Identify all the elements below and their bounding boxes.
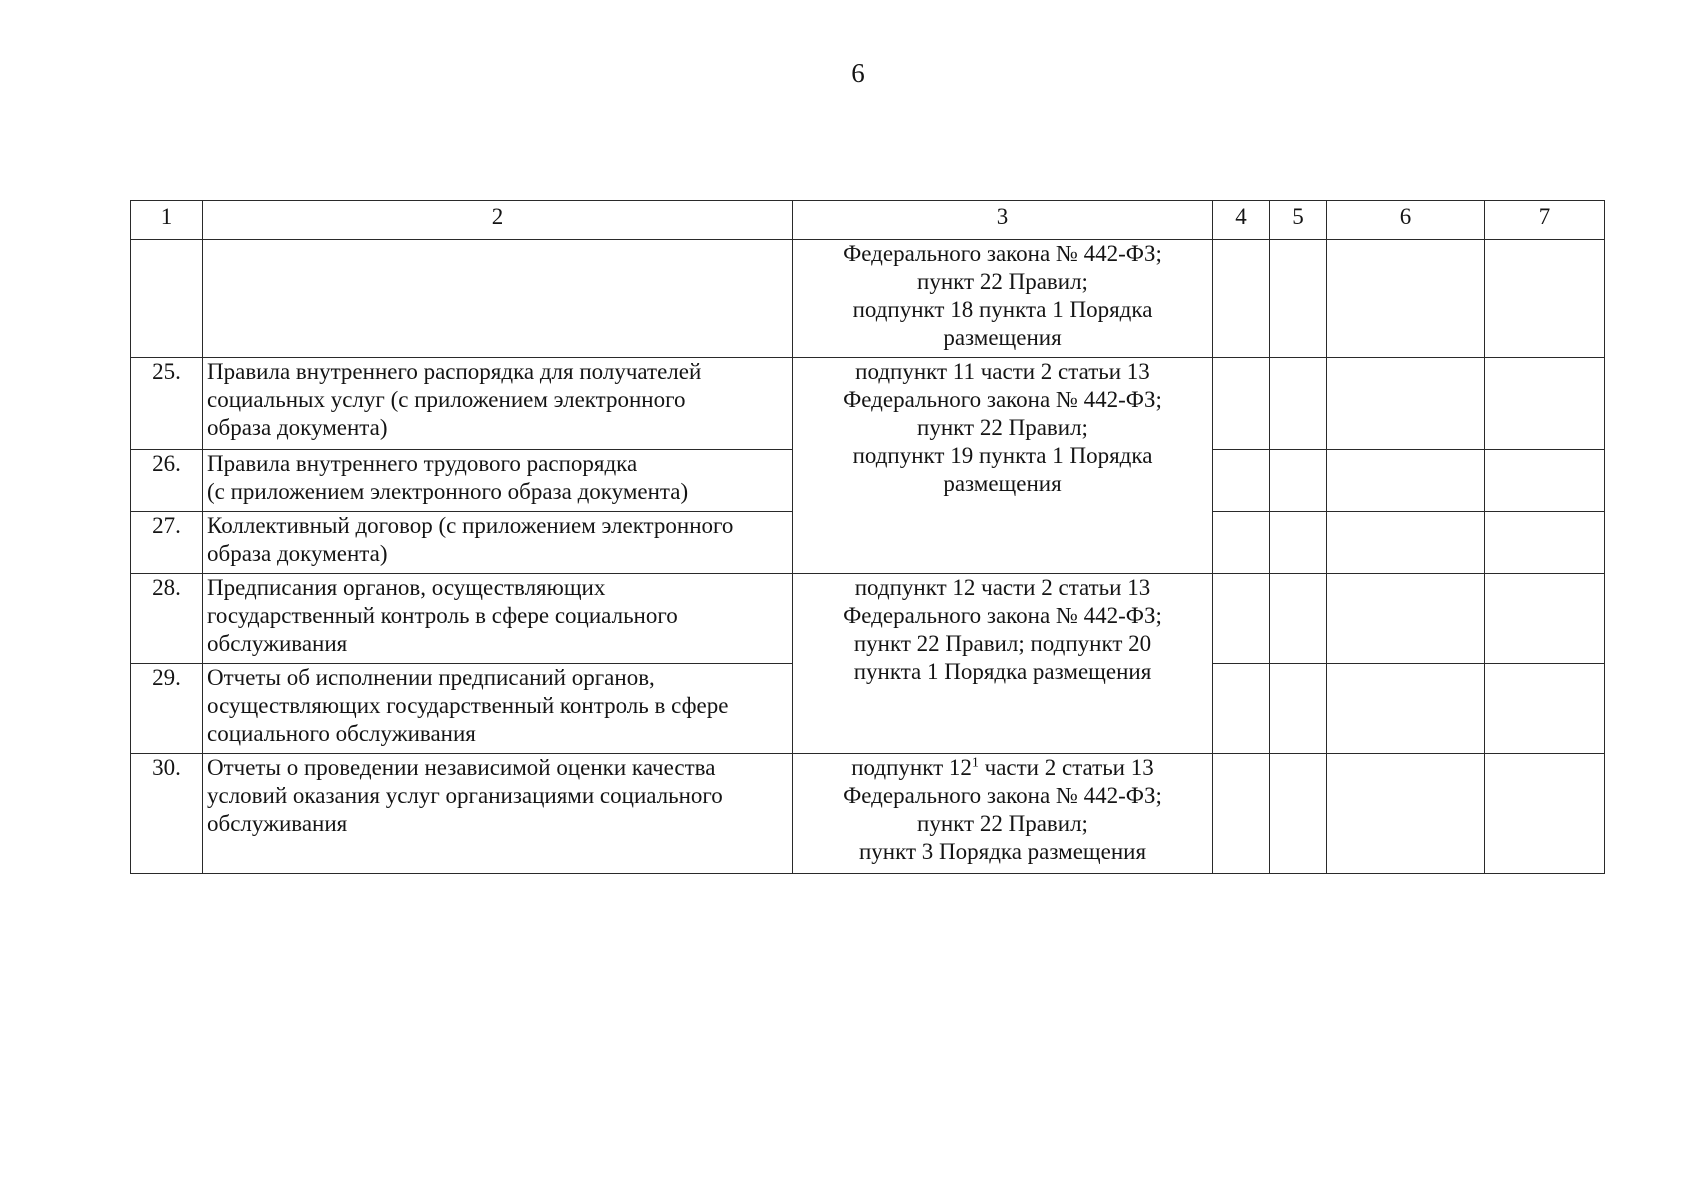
- basis-line: Федерального закона № 442-ФЗ;: [843, 603, 1162, 628]
- row-number-cell: 25.: [131, 358, 203, 450]
- basis-line: пункт 3 Порядка размещения: [858, 839, 1147, 864]
- name-line: образа документа): [207, 541, 388, 566]
- row-number-cell: [131, 240, 203, 358]
- empty-cell: [1270, 450, 1327, 512]
- header-cell-5: 5: [1270, 201, 1327, 240]
- name-line: образа документа): [207, 415, 388, 440]
- empty-cell: [1213, 450, 1270, 512]
- basis-line: пункт 22 Правил; подпункт 20: [853, 631, 1152, 656]
- name-line: социального обслуживания: [207, 721, 476, 746]
- table-row-30: [131, 754, 1605, 874]
- basis-line: подпункт 19 пункта 1 Порядка: [852, 443, 1153, 468]
- row-number-cell: 26.: [131, 450, 203, 512]
- name-line: Предписания органов, осуществляющих: [207, 575, 606, 600]
- basis-line: размещения: [943, 471, 1062, 496]
- empty-cell: [1327, 240, 1485, 358]
- header-row: [131, 201, 1605, 240]
- name-line: осуществляющих государственный контроль в сфере: [207, 693, 729, 718]
- empty-cell: [1485, 754, 1605, 874]
- empty-cell: [1270, 358, 1327, 450]
- basis-line: размещения: [943, 325, 1062, 350]
- table-row-continuation: [131, 240, 1605, 358]
- row-name-cell: [203, 754, 793, 874]
- empty-cell: [1213, 574, 1270, 664]
- basis-line: подпункт 18 пункта 1 Порядка: [852, 297, 1153, 322]
- empty-cell: [1213, 358, 1270, 450]
- name-line: Коллективный договор (с приложением электронного: [207, 513, 734, 538]
- empty-cell: [1485, 574, 1605, 664]
- row-name-cell: [203, 358, 793, 450]
- basis-line: пункт 22 Правил;: [917, 269, 1088, 294]
- basis-line: Федерального закона № 442-ФЗ;: [843, 241, 1162, 266]
- empty-cell: [1270, 754, 1327, 874]
- name-line: Отчеты о проведении независимой оценки качества: [207, 755, 716, 780]
- document-table: [130, 200, 1605, 874]
- empty-cell: [1485, 450, 1605, 512]
- empty-cell: [1485, 240, 1605, 358]
- basis-line: Федерального закона № 442-ФЗ;: [843, 387, 1162, 412]
- header-cell-2: 2: [203, 201, 793, 240]
- basis-cell-row-30: [793, 754, 1213, 874]
- header-cell-4: 4: [1213, 201, 1270, 240]
- empty-cell: [1270, 664, 1327, 754]
- name-line: Правила внутреннего распорядка для получателей: [207, 359, 702, 384]
- basis-line: пункт 22 Правил;: [917, 811, 1088, 836]
- empty-cell: [1327, 664, 1485, 754]
- basis-line: пункта 1 Порядка размещения: [853, 659, 1152, 684]
- name-line: Правила внутреннего трудового распорядка: [207, 451, 638, 476]
- empty-cell: [1327, 574, 1485, 664]
- empty-cell: [1270, 512, 1327, 574]
- empty-cell: [1327, 512, 1485, 574]
- header-cell-3: 3: [793, 201, 1213, 240]
- row-number-cell: 30.: [131, 754, 203, 874]
- basis-line-suffix: части 2 статьи 13: [978, 755, 1154, 780]
- name-line: (с приложением электронного образа документа): [207, 479, 689, 504]
- empty-cell: [1270, 574, 1327, 664]
- header-cell-1: 1: [131, 201, 203, 240]
- basis-line-prefix: подпункт 12: [851, 755, 972, 780]
- page-number: 6: [851, 58, 865, 88]
- empty-cell: [1485, 664, 1605, 754]
- name-line: Отчеты об исполнении предписаний органов,: [207, 665, 655, 690]
- table-row-25: [131, 358, 1605, 450]
- name-line: социальных услуг (с приложением электронного: [207, 387, 686, 412]
- empty-cell: [1485, 358, 1605, 450]
- header-cell-6: 6: [1327, 201, 1485, 240]
- empty-cell: [1485, 512, 1605, 574]
- row-name-cell: [203, 664, 793, 754]
- table-row-28: [131, 574, 1605, 664]
- row-name-cell: [203, 574, 793, 664]
- basis-line: Федерального закона № 442-ФЗ;: [843, 783, 1162, 808]
- basis-cell-rows-25-27: [793, 358, 1213, 574]
- empty-cell: [1327, 450, 1485, 512]
- basis-line: подпункт 12 части 2 статьи 13: [854, 575, 1151, 600]
- name-line: государственный контроль в сфере социального: [207, 603, 678, 628]
- basis-cell-rows-28-29: [793, 574, 1213, 754]
- empty-cell: [1270, 240, 1327, 358]
- empty-cell: [1213, 754, 1270, 874]
- basis-line: [797, 754, 1208, 782]
- name-line: обслуживания: [207, 811, 348, 836]
- empty-cell: [1327, 358, 1485, 450]
- row-number-cell: 29.: [131, 664, 203, 754]
- superscript: 1: [971, 755, 979, 771]
- empty-cell: [1213, 240, 1270, 358]
- row-number-cell: 27.: [131, 512, 203, 574]
- row-basis-cell: [793, 240, 1213, 358]
- empty-cell: [1213, 664, 1270, 754]
- row-name-cell: [203, 240, 793, 358]
- empty-cell: [1213, 512, 1270, 574]
- row-name-cell: [203, 512, 793, 574]
- empty-cell: [1327, 754, 1485, 874]
- header-cell-7: 7: [1485, 201, 1605, 240]
- row-name-cell: [203, 450, 793, 512]
- row-number-cell: 28.: [131, 574, 203, 664]
- basis-line: пункт 22 Правил;: [917, 415, 1088, 440]
- basis-line: подпункт 11 части 2 статьи 13: [855, 359, 1150, 384]
- name-line: обслуживания: [207, 631, 348, 656]
- name-line: условий оказания услуг организациями социального: [207, 783, 723, 808]
